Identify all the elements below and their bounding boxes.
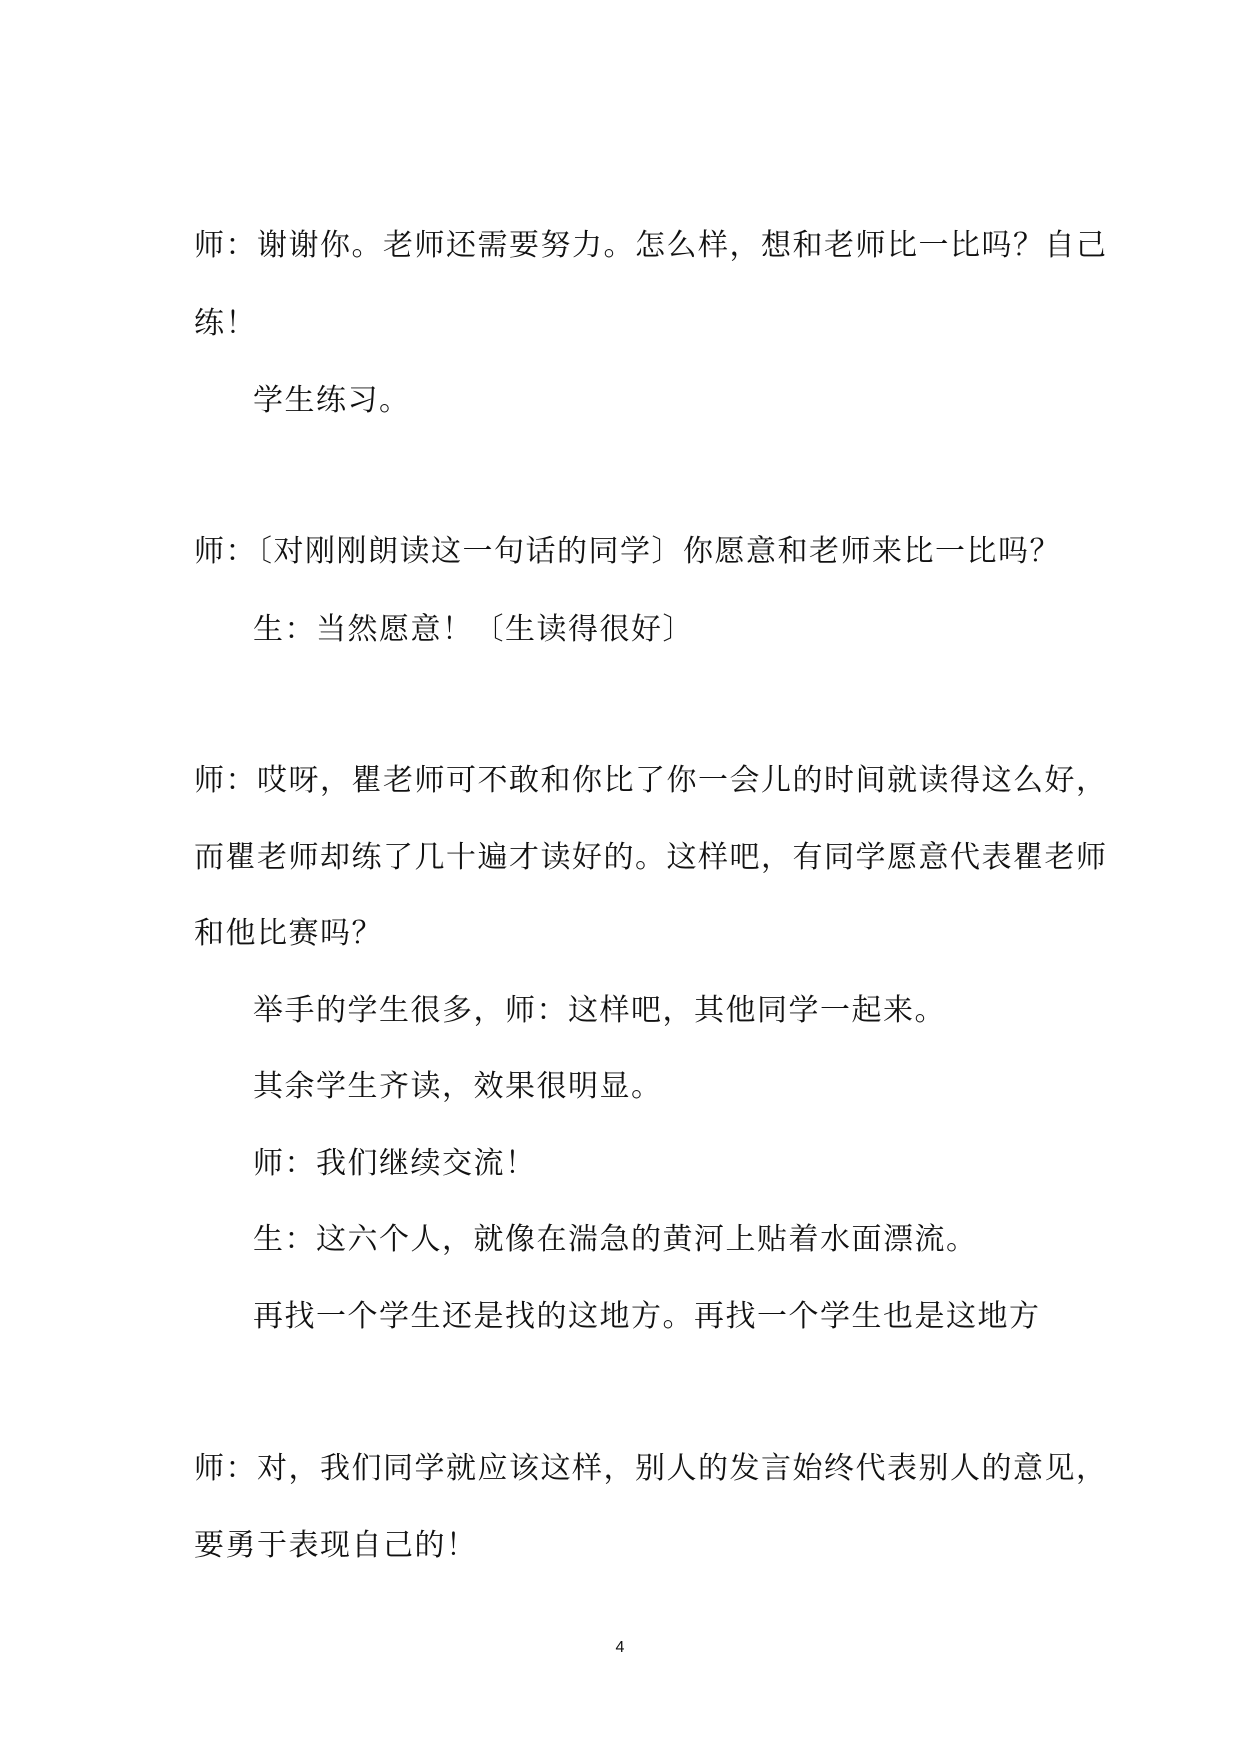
paragraph-line: 师：谢谢你。老师还需要努力。怎么样，想和老师比一比吗？自己 [194, 228, 1108, 263]
paragraph-line: 师：哎呀，瞿老师可不敢和你比了你一会儿的时间就读得这么好， [194, 763, 1108, 798]
paragraph-line: 和他比赛吗？ [194, 916, 383, 951]
paragraph-line: 生：这六个人，就像在湍急的黄河上贴着水面漂流。 [253, 1222, 978, 1257]
page-number: 4 [615, 1639, 625, 1656]
paragraph-line: 要勇于表现自己的！ [194, 1528, 478, 1563]
paragraph-line: 而瞿老师却练了几十遍才读好的。这样吧，有同学愿意代表瞿老师 [194, 840, 1108, 875]
paragraph-line: 生：当然愿意！〔生读得很好〕 [253, 612, 694, 647]
paragraph-line: 师：对，我们同学就应该这样，别人的发言始终代表别人的意见， [194, 1451, 1108, 1486]
paragraph-line: 师：〔对刚刚朗读这一句话的同学〕你愿意和老师来比一比吗？ [194, 534, 1061, 569]
paragraph-line: 练！ [194, 306, 257, 341]
paragraph-line: 再找一个学生还是找的这地方。再找一个学生也是这地方 [253, 1299, 1041, 1334]
paragraph-line: 其余学生齐读，效果很明显。 [253, 1069, 663, 1104]
paragraph-line: 举手的学生很多，师：这样吧，其他同学一起来。 [253, 993, 946, 1028]
paragraph-line: 学生练习。 [253, 383, 411, 418]
paragraph-line: 师：我们继续交流！ [253, 1146, 537, 1181]
